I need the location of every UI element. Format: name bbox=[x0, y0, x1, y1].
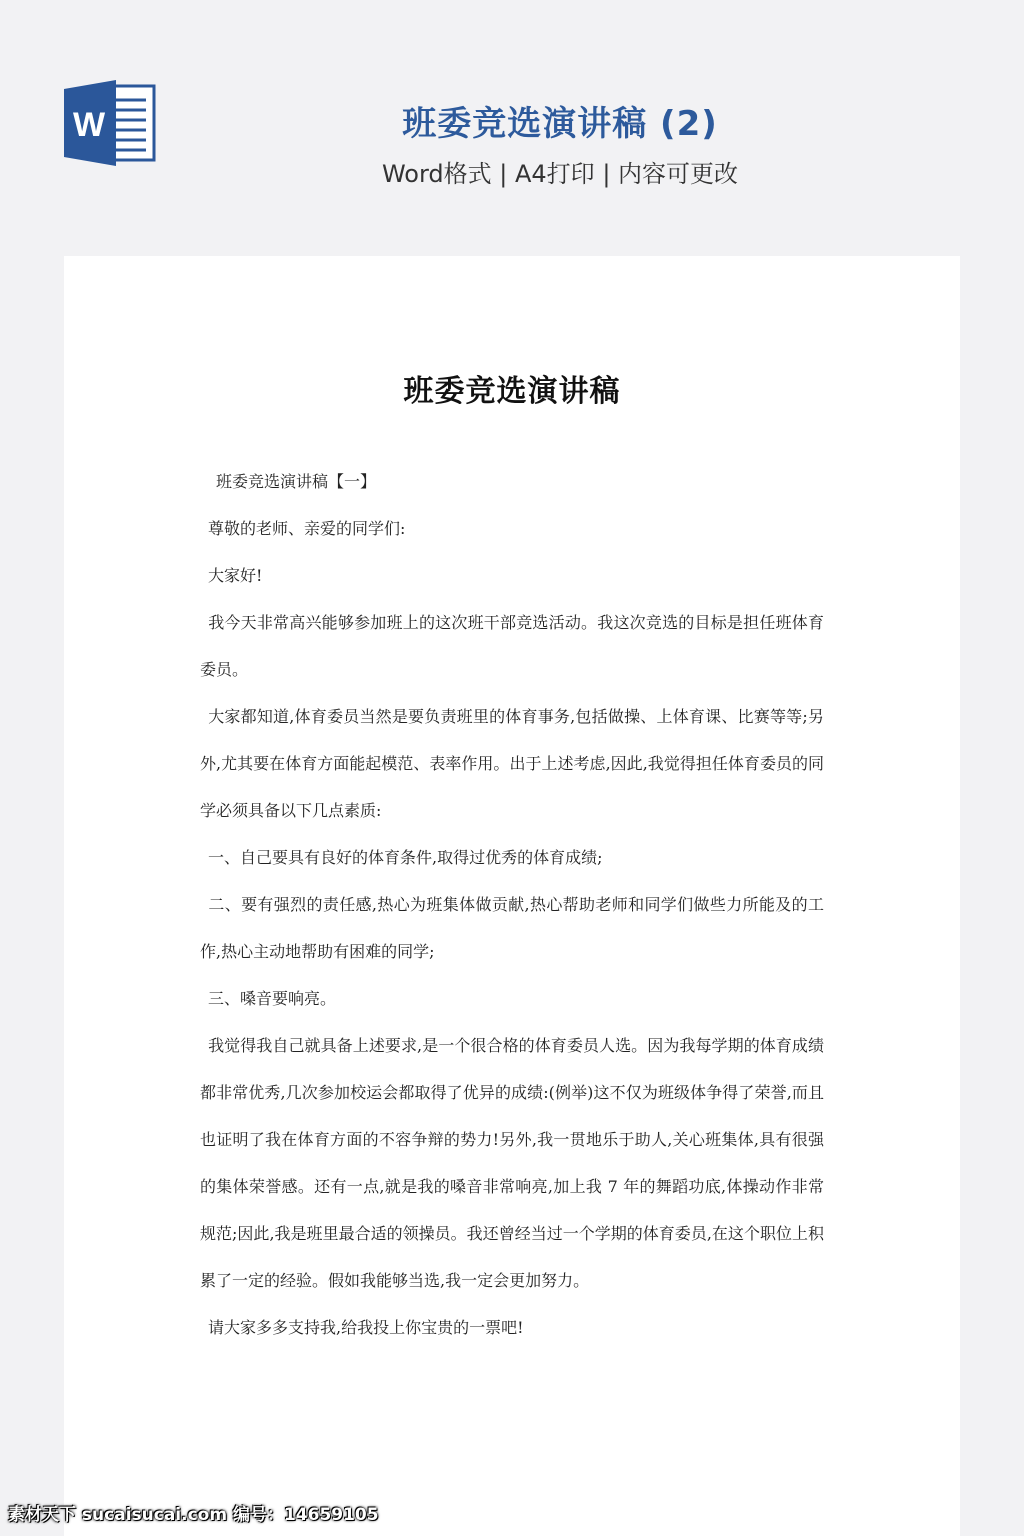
document-paragraph: 请大家多多支持我,给我投上你宝贵的一票吧! bbox=[208, 1318, 524, 1337]
word-app-icon bbox=[64, 80, 156, 166]
document-title: 班委竞选演讲稿 bbox=[403, 374, 621, 409]
document-paragraph: 一、自己要具有良好的体育条件,取得过优秀的体育成绩; bbox=[208, 848, 603, 867]
document-paragraph: 我今天非常高兴能够参加班上的这次班干部竞选活动。我这次竞选的目标是担任班体育委员。 bbox=[200, 613, 824, 679]
watermark: 素材天下 sucaisucai.com 编号：14659105 bbox=[8, 1505, 379, 1525]
document-paragraph: 三、嗓音要响亮。 bbox=[208, 989, 337, 1008]
document-body bbox=[200, 458, 824, 1351]
document-paragraph: 大家都知道,体育委员当然是要负责班里的体育事务,包括做操、上体育课、比赛等等;另外,尤其要在体育方面能起模范、表率作用。出于上述考虑,因此,我觉得担任体育委员的同学必须具备以下几点素质: bbox=[200, 707, 824, 820]
document-page bbox=[64, 256, 960, 1536]
document-paragraph: 尊敬的老师、亲爱的同学们: bbox=[208, 519, 406, 538]
document-paragraph: 大家好! bbox=[208, 566, 263, 585]
document-paragraph: 班委竞选演讲稿【一】 bbox=[216, 472, 377, 491]
header-subtitle: Word格式 | A4打印 | 内容可更改 bbox=[381, 160, 739, 188]
header-title: 班委竞选演讲稿 (2) bbox=[402, 104, 718, 144]
document-paragraph: 我觉得我自己就具备上述要求,是一个很合格的体育委员人选。因为我每学期的体育成绩都非常优秀,几次参加校运会都取得了优异的成绩:(例举)这不仅为班级体争得了荣誉,而且也证明了我在体育方面的不容争辩的势力!另外,我一贯地乐于助人,关心班集体,具有很强的集体荣誉感。还有一点,就是我的嗓音非常响亮,加上我 7 年的舞蹈功底,体操动作非常规范;因此,我是班里最合适的领操员。我还曾经当过一个学期的体育委员,在这个职位上积累了一定的经验。假如我能够当选,我一定会更加努力。 bbox=[200, 1036, 824, 1290]
word-icon-letter: W bbox=[72, 106, 106, 144]
document-paragraph: 二、要有强烈的责任感,热心为班集体做贡献,热心帮助老师和同学们做些力所能及的工作,热心主动地帮助有困难的同学; bbox=[200, 895, 824, 961]
